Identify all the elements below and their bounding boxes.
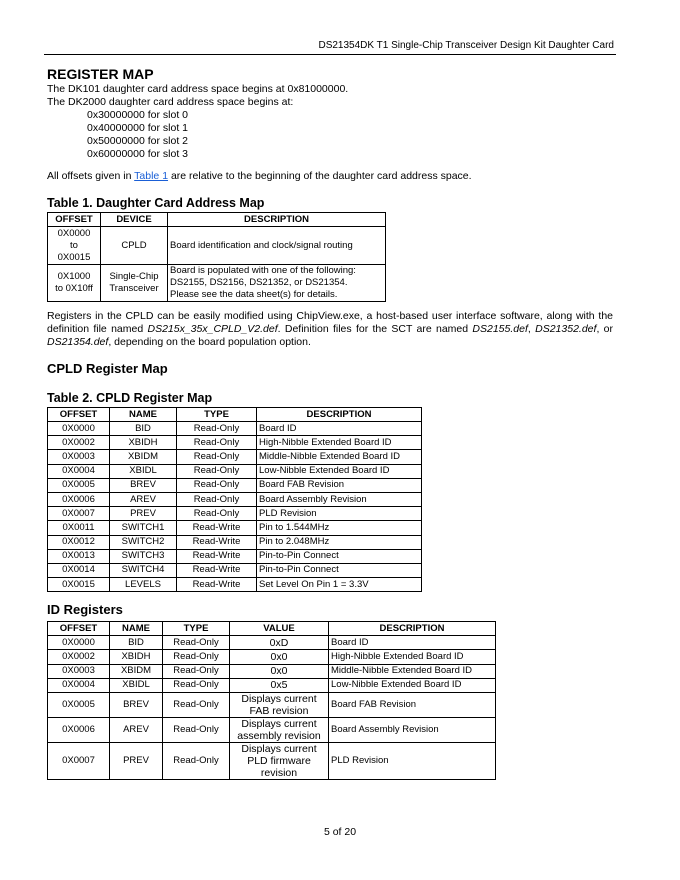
cpld-text: . Definition files for the SCT are named (277, 323, 473, 335)
cpld-text: Registers in the CPLD can be easily modified using ChipView.exe, a host-based user interface software, along with the definition file named (47, 310, 613, 335)
value-line: PLD firmware (247, 755, 311, 767)
sct-def-file: DS21354.def (47, 336, 109, 348)
page-number: 5 of 20 (323, 826, 357, 838)
value-line: Displays current (241, 718, 317, 730)
offset-cell: 0X0004 (48, 678, 110, 692)
running-header: DS21354DK T1 Single-Chip Transceiver Design Kit Daughter Card (318, 40, 614, 51)
value-line: FAB revision (249, 705, 309, 717)
table-row (48, 521, 422, 535)
name-cell: XBIDM (110, 450, 177, 464)
offset-cell: 0X0002 (48, 650, 110, 664)
slot-item: 0x30000000 for slot 0 (87, 109, 188, 121)
name-cell: XBIDM (110, 664, 163, 678)
offset-cell: 0X0000 (48, 636, 110, 650)
register-map-heading: REGISTER MAP (47, 66, 154, 82)
name-cell: SWITCH3 (110, 549, 177, 563)
name-cell: XBIDL (110, 464, 177, 478)
name-cell: XBIDH (110, 650, 163, 664)
page-content (47, 65, 613, 780)
description-cell: Set Level On Pin 1 = 3.3V (257, 578, 422, 592)
table-row (48, 450, 422, 464)
table-header: DESCRIPTION (257, 408, 422, 422)
table-header: NAME (110, 408, 177, 422)
value-cell (230, 678, 329, 692)
type-cell: Read-Write (177, 563, 257, 577)
type-cell: Read-Only (163, 636, 230, 650)
name-cell: SWITCH1 (110, 521, 177, 535)
offset-cell: 0X0005 (48, 478, 110, 492)
offset-cell: 0X0002 (48, 436, 110, 450)
type-cell: Read-Write (177, 535, 257, 549)
type-cell: Read-Only (163, 650, 230, 664)
description-cell: PLD Revision (329, 743, 496, 780)
table1-link[interactable]: Table 1 (134, 170, 169, 182)
table-header: OFFSET (48, 213, 101, 227)
description-cell: PLD Revision (257, 507, 422, 521)
name-cell: LEVELS (110, 578, 177, 592)
value-cell (230, 743, 329, 780)
table-header: TYPE (163, 622, 230, 636)
description-cell: Pin to 2.048MHz (257, 535, 422, 549)
table-row (48, 678, 496, 692)
offset-line: to 0X10ff (55, 283, 93, 294)
table-row (48, 507, 422, 521)
value-line: revision (260, 767, 298, 779)
name-cell: PREV (110, 507, 177, 521)
description-cell: Middle-Nibble Extended Board ID (329, 664, 496, 678)
name-cell: AREV (110, 492, 177, 506)
value-line: Displays current (241, 693, 317, 705)
offset-cell: 0X0007 (48, 507, 110, 521)
table-row (48, 664, 496, 678)
type-cell: Read-Only (177, 464, 257, 478)
cpld-text: , depending on the board population option. (108, 336, 311, 348)
description-line: Board is populated with one of the following: (170, 265, 356, 276)
cpld-text: , (527, 323, 536, 335)
description-line: Board identification and clock/signal routing (170, 239, 353, 251)
offset-cell (48, 265, 101, 302)
offset-cell: 0X0000 (48, 422, 110, 436)
table-row (48, 422, 422, 436)
description-cell: Board Assembly Revision (257, 492, 422, 506)
device-line: Transceiver (109, 283, 159, 294)
offset-line: to (70, 239, 78, 251)
name-cell: BID (110, 422, 177, 436)
table-header: OFFSET (48, 622, 110, 636)
type-cell: Read-Only (177, 422, 257, 436)
name-cell: BREV (110, 693, 163, 718)
offset-cell: 0X0013 (48, 549, 110, 563)
name-cell: SWITCH4 (110, 563, 177, 577)
value-cell (230, 636, 329, 650)
value-line: 0x5 (270, 679, 288, 692)
description-cell: High-Nibble Extended Board ID (257, 436, 422, 450)
type-cell: Read-Only (177, 478, 257, 492)
table1-caption: Table 1. Daughter Card Address Map (47, 196, 265, 210)
table-header: NAME (110, 622, 163, 636)
type-cell: Read-Only (163, 693, 230, 718)
cpld-text: , or (596, 323, 613, 335)
table-row (48, 636, 496, 650)
offset-cell: 0X0006 (48, 718, 110, 743)
value-line: 0x0 (270, 651, 288, 664)
type-cell: Read-Only (177, 507, 257, 521)
slot-list (47, 109, 613, 161)
sct-def-file: DS2155.def (472, 323, 528, 335)
table-row (48, 464, 422, 478)
value-cell (230, 718, 329, 743)
description-cell: Board ID (257, 422, 422, 436)
description-line: DS2155, DS2156, DS21352, or DS21354. (170, 277, 348, 288)
description-cell (168, 265, 386, 302)
description-cell: Board Assembly Revision (329, 718, 496, 743)
table-row (48, 549, 422, 563)
description-cell: Board ID (329, 636, 496, 650)
dk2000-line: The DK2000 daughter card address space begins at: (47, 96, 294, 108)
device-line: Single-Chip (109, 271, 159, 282)
type-cell: Read-Only (163, 664, 230, 678)
offset-cell: 0X0007 (48, 743, 110, 780)
description-cell: Low-Nibble Extended Board ID (257, 464, 422, 478)
type-cell: Read-Only (163, 718, 230, 743)
table-row (48, 478, 422, 492)
offset-cell: 0X0014 (48, 563, 110, 577)
header-rule (44, 54, 616, 55)
cpld-register-map-heading: CPLD Register Map (47, 361, 168, 376)
type-cell: Read-Only (163, 678, 230, 692)
offset-cell: 0X0011 (48, 521, 110, 535)
offset-cell: 0X0003 (48, 664, 110, 678)
table2-caption: Table 2. CPLD Register Map (47, 391, 213, 405)
offsets-text-post: are relative to the beginning of the daughter card address space. (168, 170, 472, 182)
offset-line: 0X1000 (57, 271, 91, 282)
description-cell: Pin-to-Pin Connect (257, 563, 422, 577)
table-row (48, 436, 422, 450)
table-header: DESCRIPTION (168, 213, 386, 227)
value-line: 0xD (269, 636, 289, 649)
table-header: OFFSET (48, 408, 110, 422)
offset-cell: 0X0006 (48, 492, 110, 506)
table-header: DEVICE (101, 213, 168, 227)
table-row (48, 578, 422, 592)
id-registers-table (47, 621, 496, 780)
cpld-paragraph (47, 310, 613, 349)
description-cell: Board FAB Revision (329, 693, 496, 718)
type-cell: Read-Write (177, 549, 257, 563)
table-row (48, 492, 422, 506)
name-cell: BID (110, 636, 163, 650)
offset-cell: 0X0015 (48, 578, 110, 592)
table-row (48, 693, 496, 718)
name-cell: PREV (110, 743, 163, 780)
value-cell (230, 650, 329, 664)
value-line: 0x0 (270, 665, 288, 678)
table-row (48, 718, 496, 743)
cpld-def-file: DS215x_35x_CPLD_V2.def (147, 323, 278, 335)
type-cell: Read-Write (177, 521, 257, 535)
slot-item: 0x60000000 for slot 3 (87, 148, 188, 160)
value-cell (230, 693, 329, 718)
name-cell: XBIDL (110, 678, 163, 692)
device-line: CPLD (121, 239, 147, 251)
table-header: DESCRIPTION (329, 622, 496, 636)
offset-cell: 0X0003 (48, 450, 110, 464)
description-cell: Pin-to-Pin Connect (257, 549, 422, 563)
value-cell (230, 664, 329, 678)
table-row (48, 227, 386, 265)
description-cell: Middle-Nibble Extended Board ID (257, 450, 422, 464)
value-line: Displays current (241, 743, 317, 755)
type-cell: Read-Only (177, 492, 257, 506)
name-cell: AREV (110, 718, 163, 743)
slot-item: 0x40000000 for slot 1 (87, 122, 188, 134)
table-row (48, 265, 386, 302)
name-cell: BREV (110, 478, 177, 492)
table-header: TYPE (177, 408, 257, 422)
description-cell: High-Nibble Extended Board ID (329, 650, 496, 664)
device-cell (101, 227, 168, 265)
device-cell (101, 265, 168, 302)
table-row (48, 563, 422, 577)
daughter-card-address-map-table (47, 212, 386, 302)
description-line: Please see the data sheet(s) for details. (170, 289, 338, 300)
description-cell: Pin to 1.544MHz (257, 521, 422, 535)
table-row (48, 650, 496, 664)
name-cell: XBIDH (110, 436, 177, 450)
offset-line: 0X0015 (57, 251, 91, 263)
type-cell: Read-Only (177, 450, 257, 464)
offset-cell (48, 227, 101, 265)
offsets-sentence (47, 170, 613, 183)
offset-line: 0X0000 (57, 227, 91, 239)
offsets-text-pre: All offsets given in (47, 170, 135, 182)
description-cell: Low-Nibble Extended Board ID (329, 678, 496, 692)
type-cell: Read-Only (177, 436, 257, 450)
id-registers-heading: ID Registers (47, 602, 123, 618)
cpld-register-map-table (47, 407, 422, 592)
offset-cell: 0X0004 (48, 464, 110, 478)
sct-def-file: DS21352.def (535, 323, 597, 335)
table-row (48, 743, 496, 780)
name-cell: SWITCH2 (110, 535, 177, 549)
slot-item: 0x50000000 for slot 2 (87, 135, 188, 147)
value-line: assembly revision (237, 730, 321, 742)
offset-cell: 0X0012 (48, 535, 110, 549)
table-row (48, 535, 422, 549)
table-header: VALUE (230, 622, 329, 636)
type-cell: Read-Only (163, 743, 230, 780)
offset-cell: 0X0005 (48, 693, 110, 718)
dk101-line: The DK101 daughter card address space begins at 0x81000000. (47, 83, 349, 95)
description-cell (168, 227, 386, 265)
type-cell: Read-Write (177, 578, 257, 592)
description-cell: Board FAB Revision (257, 478, 422, 492)
